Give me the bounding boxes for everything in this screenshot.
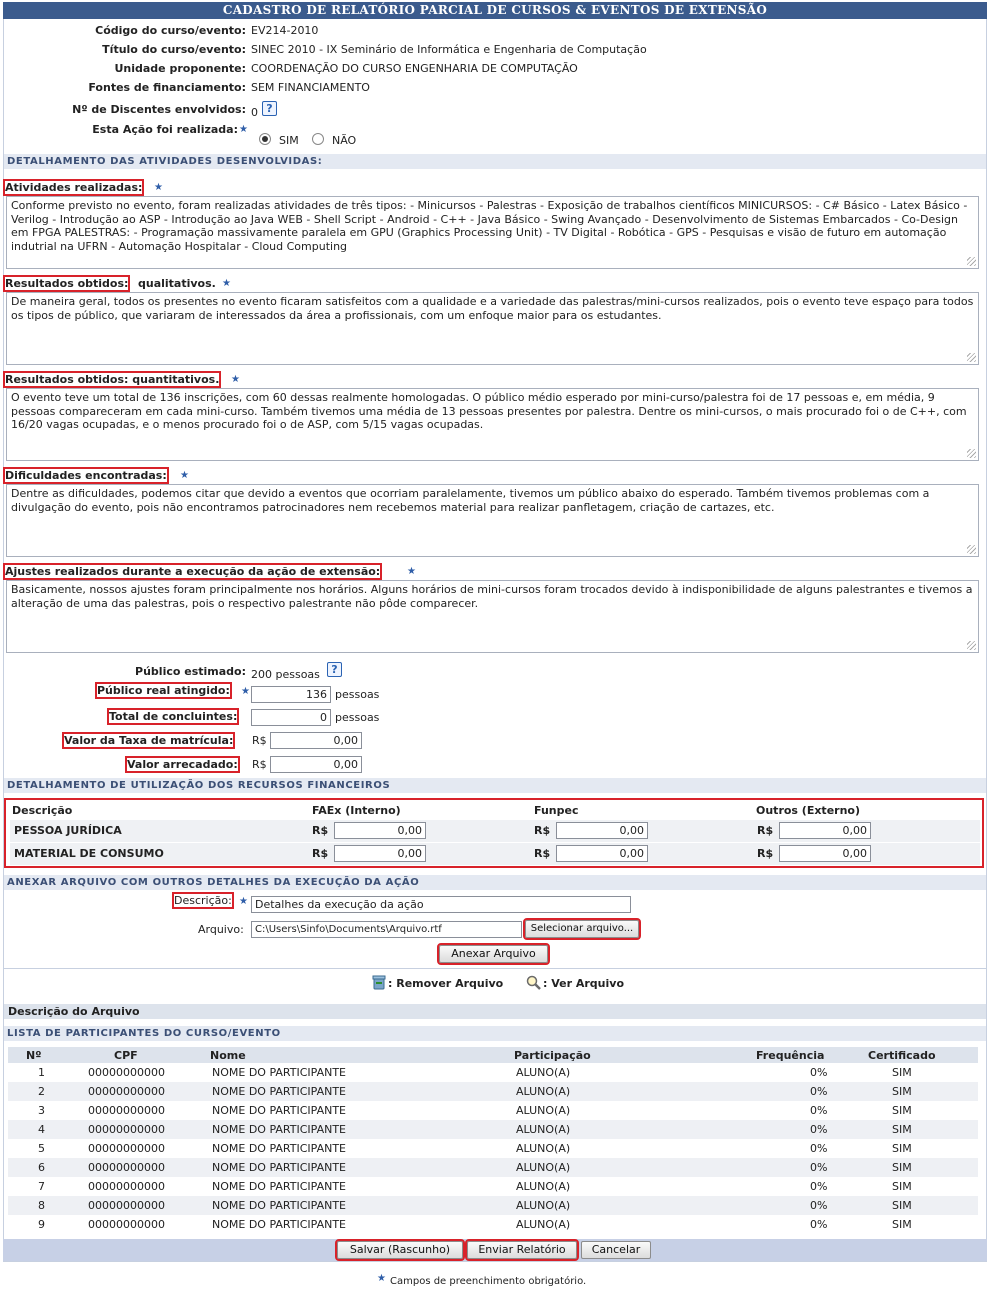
fin-currency: R$ (312, 824, 329, 837)
concluintes-input[interactable]: 0 (251, 709, 331, 726)
radio-sim-label: SIM (279, 134, 299, 147)
participant-frequency: 0% (810, 1218, 828, 1231)
col-nome: Nome (210, 1049, 246, 1062)
anexo-descricao-input[interactable]: Detalhes da execução da ação (251, 896, 631, 913)
fin-header-funpec: Funpec (534, 804, 579, 817)
footnote: Campos de preenchimento obrigatório. (390, 1276, 587, 1287)
discentes-value: 0 (251, 106, 258, 119)
anexar-arquivo-button[interactable]: Anexar Arquivo (439, 945, 548, 963)
remove-file-icon (372, 975, 386, 990)
ajustes-textarea[interactable]: Basicamente, nossos ajustes foram principalmente nos horários. Alguns horários de mini-cursos foram trocados devido à indisponibilidade de alguns palestrantes e tivemos a alteração de uma das palestras, pois o respectivo palestrante não pôde comparecer. (6, 580, 979, 653)
participant-frequency: 0% (810, 1180, 828, 1193)
table-row (8, 1082, 978, 1101)
participant-number: 4 (38, 1123, 45, 1136)
fin-outros-input[interactable]: 0,00 (779, 845, 871, 862)
section-recursos: DETALHAMENTO DE UTILIZAÇÃO DOS RECURSOS FINANCEIROS (4, 778, 986, 793)
participant-certificate: SIM (892, 1180, 912, 1193)
table-row (8, 1120, 978, 1139)
fin-currency: R$ (534, 824, 551, 837)
participant-cpf: 00000000000 (88, 1066, 165, 1079)
col-participacao: Participação (514, 1049, 591, 1062)
participant-number: 2 (38, 1085, 45, 1098)
participant-name: NOME DO PARTICIPANTE (212, 1142, 346, 1155)
required-star-icon: ★ (241, 686, 250, 697)
participant-certificate: SIM (892, 1218, 912, 1231)
publico-estimado-value: 200 pessoas (251, 668, 320, 681)
unidade-label: Unidade proponente: (114, 62, 246, 75)
participant-frequency: 0% (810, 1142, 828, 1155)
radio-nao-label: NÃO (332, 134, 357, 147)
participant-role: ALUNO(A) (516, 1199, 571, 1212)
participant-cpf: 00000000000 (88, 1180, 165, 1193)
participant-certificate: SIM (892, 1104, 912, 1117)
enviar-relatorio-button[interactable]: Enviar Relatório (467, 1241, 577, 1259)
publico-real-unit: pessoas (335, 688, 380, 701)
participant-role: ALUNO(A) (516, 1085, 571, 1098)
atividades-textarea[interactable]: Conforme previsto no evento, foram realizadas atividades de três tipos: - Minicursos - Palestras - Exposição de trabalhos científicos MINICURSOS: - C# Básico - Latex Básico - Verilog - Introdução ao ASP - Introdução ao Java WEB - Shell Script - Android - C++ - Java Básico - Swing Avançado - Desenvolvimento de Sistemas Embarcados - Co-Design em FPGA PALESTRAS: - Programação massivamente paralela em GPU (Graphics Processing Unit) - TV Digital - Robótica - GPS - Pesquisas e visão de futuro em automação indutrial na UFRN - Automação Hospitalar - Cloud Computing (6, 196, 979, 269)
fin-header-faex: FAEx (Interno) (312, 804, 401, 817)
page-title: CADASTRO DE RELATÓRIO PARCIAL DE CURSOS & EVENTOS DE EXTENSÃO (3, 2, 987, 19)
fin-currency: R$ (312, 847, 329, 860)
participant-frequency: 0% (810, 1085, 828, 1098)
help-icon[interactable]: ? (262, 101, 277, 116)
fin-currency: R$ (757, 847, 774, 860)
required-star-icon: ★ (377, 1273, 386, 1284)
required-star-icon: ★ (239, 124, 248, 135)
section-lista: LISTA DE PARTICIPANTES DO CURSO/EVENTO (4, 1026, 986, 1041)
anexo-arquivo-label: Arquivo: (198, 923, 244, 936)
participant-role: ALUNO(A) (516, 1123, 571, 1136)
ver-legend: : Ver Arquivo (543, 977, 624, 990)
selecionar-arquivo-button[interactable]: Selecionar arquivo... (525, 920, 639, 938)
radio-nao[interactable] (312, 133, 324, 145)
participant-certificate: SIM (892, 1142, 912, 1155)
participant-number: 5 (38, 1142, 45, 1155)
fontes-label: Fontes de financiamento: (88, 81, 246, 94)
fin-currency: R$ (757, 824, 774, 837)
col-cpf: CPF (114, 1049, 138, 1062)
col-numero: Nº (26, 1049, 42, 1062)
participant-number: 3 (38, 1104, 45, 1117)
fin-row-pessoa-juridica (10, 820, 980, 842)
codigo-value: EV214-2010 (251, 24, 319, 37)
participant-cpf: 00000000000 (88, 1218, 165, 1231)
col-certificado: Certificado (868, 1049, 936, 1062)
participant-frequency: 0% (810, 1123, 828, 1136)
participant-role: ALUNO(A) (516, 1161, 571, 1174)
titulo-value: SINEC 2010 - IX Seminário de Informática e Engenharia de Computação (251, 43, 647, 56)
publico-estimado-label: Público estimado: (135, 665, 246, 678)
table-row (8, 1101, 978, 1120)
participant-certificate: SIM (892, 1066, 912, 1079)
participant-number: 1 (38, 1066, 45, 1079)
table-row (8, 1196, 978, 1215)
anexo-arquivo-input[interactable]: C:\Users\Sinfo\Documents\Arquivo.rtf (251, 921, 522, 938)
fontes-value: SEM FINANCIAMENTO (251, 81, 370, 94)
arrecadado-input[interactable]: 0,00 (270, 756, 362, 773)
participant-number: 8 (38, 1199, 45, 1212)
participants-header (8, 1047, 978, 1063)
codigo-label: Código do curso/evento: (95, 24, 246, 37)
participant-frequency: 0% (810, 1104, 828, 1117)
titulo-label: Título do curso/evento: (102, 43, 246, 56)
required-star-icon: ★ (154, 182, 163, 193)
participant-cpf: 00000000000 (88, 1199, 165, 1212)
qualitativos-textarea[interactable]: De maneira geral, todos os presentes no evento ficaram satisfeitos com a qualidade e a variedade das palestras/mini-cursos realizados, pois o evento teve espaço para todos os tipos de público, que variaram de interessados da área a profissionais, com um enfoque maior para os estudantes. (6, 292, 979, 365)
realizada-label: Esta Ação foi realizada: (92, 123, 238, 136)
participant-name: NOME DO PARTICIPANTE (212, 1218, 346, 1231)
salvar-rascunho-button[interactable]: Salvar (Rascunho) (337, 1241, 463, 1259)
participant-number: 7 (38, 1180, 45, 1193)
participant-frequency: 0% (810, 1161, 828, 1174)
fin-outros-input[interactable]: 0,00 (779, 822, 871, 839)
participant-name: NOME DO PARTICIPANTE (212, 1123, 346, 1136)
fin-row-desc: MATERIAL DE CONSUMO (14, 847, 164, 860)
table-row (8, 1063, 978, 1082)
col-frequencia: Frequência (756, 1049, 825, 1062)
participant-role: ALUNO(A) (516, 1066, 571, 1079)
concluintes-label: Total de concluintes: (109, 710, 238, 723)
publico-real-input[interactable]: 136 (251, 686, 331, 703)
fin-header-descricao: Descrição (12, 804, 73, 817)
quantitativos-label: Resultados obtidos: quantitativos. (5, 373, 220, 386)
table-row (8, 1215, 978, 1234)
remover-legend: : Remover Arquivo (388, 977, 504, 990)
discentes-label: Nº de Discentes envolvidos: (72, 103, 246, 116)
participant-role: ALUNO(A) (516, 1180, 571, 1193)
required-star-icon: ★ (407, 566, 416, 577)
participant-cpf: 00000000000 (88, 1123, 165, 1136)
participant-cpf: 00000000000 (88, 1161, 165, 1174)
participant-name: NOME DO PARTICIPANTE (212, 1180, 346, 1193)
help-icon[interactable]: ? (327, 662, 342, 677)
participant-number: 9 (38, 1218, 45, 1231)
fin-funpec-input[interactable]: 0,00 (556, 845, 648, 862)
section-anexar: ANEXAR ARQUIVO COM OUTROS DETALHES DA EXECUÇÃO DA AÇÃO (4, 875, 986, 890)
participant-name: NOME DO PARTICIPANTE (212, 1199, 346, 1212)
arrecadado-currency: R$ (252, 758, 267, 771)
required-star-icon: ★ (180, 470, 189, 481)
qualitativos-suffix: qualitativos. (138, 277, 216, 290)
financial-table (4, 798, 984, 868)
dificuldades-label: Dificuldades encontradas: (5, 469, 167, 482)
view-file-icon (526, 975, 542, 990)
table-row (8, 1158, 978, 1177)
fin-row-material-consumo (10, 843, 980, 865)
participant-name: NOME DO PARTICIPANTE (212, 1066, 346, 1079)
publico-real-label: Público real atingido: (97, 684, 230, 697)
anexo-descricao-label: Descrição: (174, 894, 232, 907)
atividades-label: Atividades realizadas: (5, 181, 143, 194)
taxa-currency: R$ (252, 734, 267, 747)
qualitativos-label: Resultados obtidos: (5, 277, 129, 290)
fin-currency: R$ (534, 847, 551, 860)
participant-role: ALUNO(A) (516, 1142, 571, 1155)
required-star-icon: ★ (231, 374, 240, 385)
participant-name: NOME DO PARTICIPANTE (212, 1161, 346, 1174)
participant-name: NOME DO PARTICIPANTE (212, 1104, 346, 1117)
quantitativos-textarea[interactable]: O evento teve um total de 136 inscrições, com 60 dessas realmente homologadas. O público médio esperado por mini-curso/palestra foi de 17 pessoas e, em média, 9 pessoas compareceram em cada mini-curso. Também tivemos uma média de 13 pessoas presentes por palestra. Dentre os mini-cursos, o mais procurado foi o de C++, com 16/20 vagas ocupadas, e o menos procurado foi o de ASP, com 5/15 vagas ocupadas. (6, 388, 979, 461)
fin-header-outros: Outros (Externo) (756, 804, 860, 817)
participant-cpf: 00000000000 (88, 1142, 165, 1155)
divider (4, 968, 986, 969)
fin-faex-input[interactable]: 0,00 (334, 845, 426, 862)
section-atividades: DETALHAMENTO DAS ATIVIDADES DESENVOLVIDAS: (4, 154, 986, 169)
fin-faex-input[interactable]: 0,00 (334, 822, 426, 839)
fin-funpec-input[interactable]: 0,00 (556, 822, 648, 839)
taxa-input[interactable]: 0,00 (270, 732, 362, 749)
fin-row-desc: PESSOA JURÍDICA (14, 824, 122, 837)
cancelar-button[interactable]: Cancelar (581, 1241, 651, 1259)
required-star-icon: ★ (239, 896, 248, 907)
participant-cpf: 00000000000 (88, 1085, 165, 1098)
required-star-icon: ★ (222, 278, 231, 289)
table-row (8, 1139, 978, 1158)
participant-cpf: 00000000000 (88, 1104, 165, 1117)
participant-certificate: SIM (892, 1085, 912, 1098)
participant-role: ALUNO(A) (516, 1104, 571, 1117)
descricao-arquivo-header: Descrição do Arquivo (4, 1004, 986, 1019)
participant-certificate: SIM (892, 1199, 912, 1212)
taxa-label: Valor da Taxa de matrícula: (64, 734, 234, 747)
participant-frequency: 0% (810, 1066, 828, 1079)
participant-frequency: 0% (810, 1199, 828, 1212)
participant-number: 6 (38, 1161, 45, 1174)
concluintes-unit: pessoas (335, 711, 380, 724)
dificuldades-textarea[interactable]: Dentre as dificuldades, podemos citar que devido a eventos que ocorriam paralelamente, tivemos um público abaixo do esperado. Também tivemos problemas com a divulgação do evento, pois não encontramos patrocinadores nem recebemos material para realizar panfletagem, criação de cartazes, etc. (6, 484, 979, 557)
ajustes-label: Ajustes realizados durante a execução da ação de extensão: (5, 565, 381, 578)
arrecadado-label: Valor arrecadado: (127, 758, 238, 771)
participant-name: NOME DO PARTICIPANTE (212, 1085, 346, 1098)
participant-certificate: SIM (892, 1161, 912, 1174)
participant-certificate: SIM (892, 1123, 912, 1136)
participant-role: ALUNO(A) (516, 1218, 571, 1231)
radio-sim[interactable] (259, 133, 271, 145)
table-row (8, 1177, 978, 1196)
unidade-value: COORDENAÇÃO DO CURSO ENGENHARIA DE COMPUTAÇÃO (251, 62, 578, 75)
